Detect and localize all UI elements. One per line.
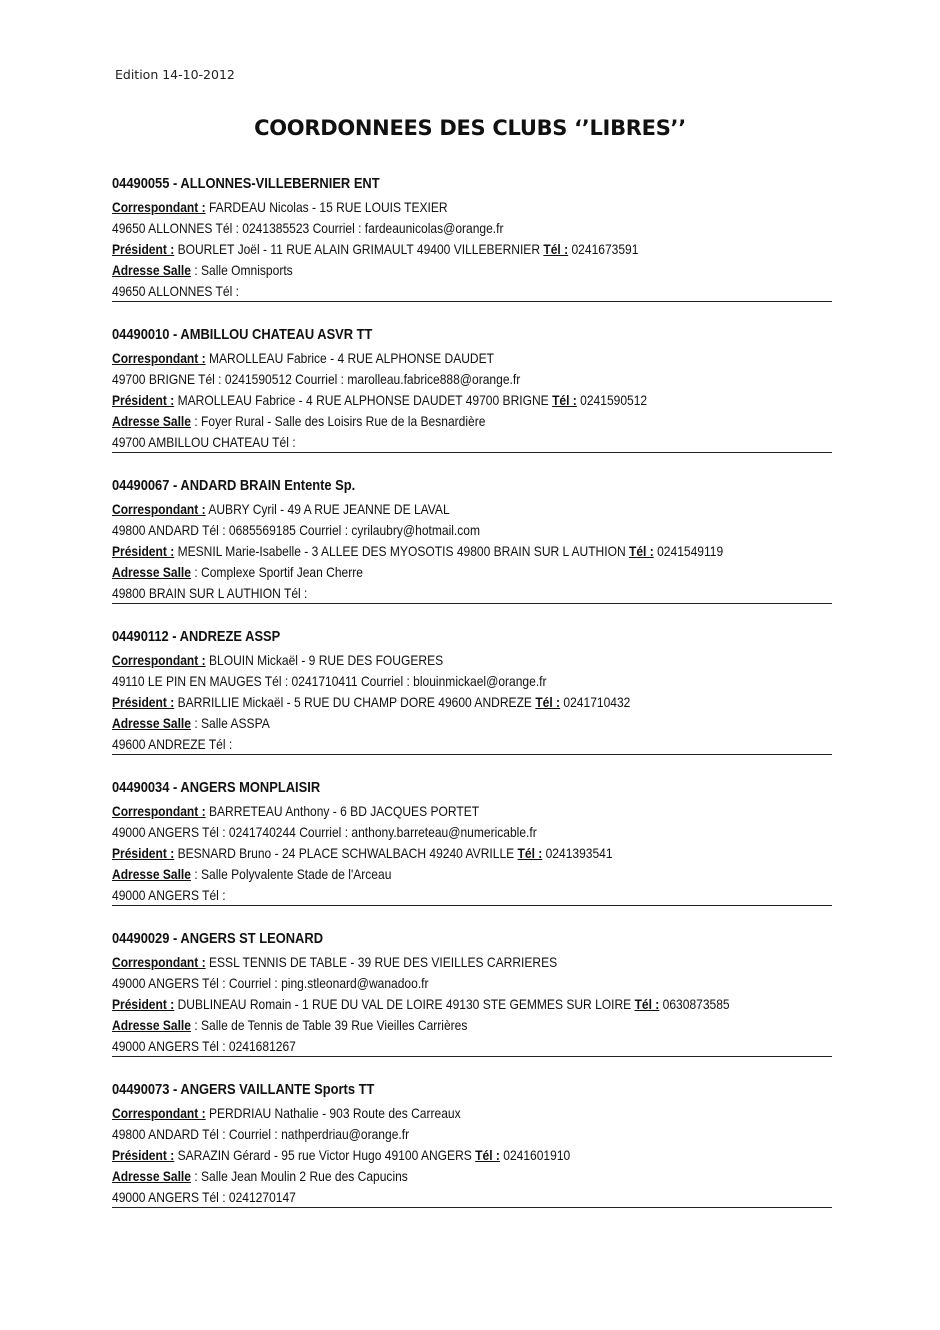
president-label: Président : [112,996,175,1012]
president-value: SARAZIN Gérard - 95 rue Victor Hugo 49100 ANGERS [174,1147,476,1163]
president-line [112,541,731,562]
salle-label: Adresse Salle [112,564,191,580]
salle-label: Adresse Salle [112,262,191,278]
club-header: 04490010 - AMBILLOU CHATEAU ASVR TT [112,326,373,343]
club-header: 04490034 - ANGERS MONPLAISIR [112,779,321,796]
separator-rule [112,905,832,906]
president-value: MESNIL Marie-Isabelle - 3 ALLEE DES MYOSOTIS 49800 BRAIN SUR L AUTHION [174,543,630,559]
contact-line: 49700 BRIGNE Tél : 0241590512 Courriel : marolleau.fabrice888@orange.fr [112,371,521,387]
president-tel-value: 0630873585 [659,996,730,1012]
salle-label: Adresse Salle [112,413,191,429]
club-header: 04490112 - ANDREZE ASSP [112,628,281,645]
salle-label: Adresse Salle [112,715,191,731]
correspondant-label: Correspondant : [112,350,206,366]
correspondant-line [112,650,731,671]
president-tel-label: Tél : [552,392,577,408]
president-tel-value: 0241673591 [568,241,639,257]
president-tel-value: 0241393541 [542,845,613,861]
president-label: Président : [112,845,175,861]
edition-date: Edition 14-10-2012 [115,67,235,82]
correspondant-label: Correspondant : [112,501,206,517]
correspondant-line [112,952,731,973]
correspondant-line [112,197,731,218]
president-value: BESNARD Bruno - 24 PLACE SCHWALBACH 49240 AVRILLE [174,845,518,861]
correspondant-line [112,499,731,520]
president-tel-value: 0241601910 [499,1147,571,1163]
president-label: Président : [112,543,175,559]
president-value: BOURLET Joël - 11 RUE ALAIN GRIMAULT 49400 VILLEBERNIER [174,241,544,257]
correspondant-line [112,348,731,369]
president-value: BARRILLIE Mickaël - 5 RUE DU CHAMP DORE 49600 ANDREZE [174,694,536,710]
correspondant-label: Correspondant : [112,652,206,668]
salle-value: : Salle Jean Moulin 2 Rue des Capucins [190,1168,408,1184]
president-label: Président : [112,694,175,710]
president-tel-label: Tél : [475,1147,500,1163]
salle-city-line: 49650 ALLONNES Tél : [112,283,239,299]
salle-label: Adresse Salle [112,1168,191,1184]
president-tel-label: Tél : [634,996,660,1012]
salle-city-line: 49000 ANGERS Tél : [112,887,226,903]
contact-line: 49800 ANDARD Tél : Courriel : nathperdriau@orange.fr [112,1126,410,1142]
page-title: COORDONNEES DES CLUBS ‘’LIBRES’’ [254,116,686,140]
salle-value: : Salle ASSPA [190,715,270,731]
salle-city-line: 49000 ANGERS Tél : 0241681267 [112,1038,296,1054]
club-entry [112,624,832,775]
club-header: 04490067 - ANDARD BRAIN Entente Sp. [112,477,356,494]
salle-city-line: 49700 AMBILLOU CHATEAU Tél : [112,434,296,450]
correspondant-label: Correspondant : [112,954,206,970]
president-line [112,692,731,713]
club-entry [112,926,832,1077]
club-header: 04490073 - ANGERS VAILLANTE Sports TT [112,1081,375,1098]
correspondant-value: ESSL TENNIS DE TABLE - 39 RUE DES VIEILLES CARRIERES [205,954,558,970]
salle-city-line: 49800 BRAIN SUR L AUTHION Tél : [112,585,308,601]
salle-value: : Salle Polyvalente Stade de l'Arceau [190,866,392,882]
club-entry [112,473,832,624]
separator-rule [112,1056,832,1057]
separator-rule [112,603,832,604]
salle-value: : Salle de Tennis de Table 39 Rue Vieilles Carrières [190,1017,468,1033]
club-list [112,171,832,1228]
salle-city-line: 49000 ANGERS Tél : 0241270147 [112,1189,296,1205]
club-entry [112,775,832,926]
president-tel-label: Tél : [535,694,561,710]
club-entry [112,171,832,322]
correspondant-value: PERDRIAU Nathalie - 903 Route des Carreaux [205,1105,461,1121]
salle-city-line: 49600 ANDREZE Tél : [112,736,233,752]
president-tel-label: Tél : [629,543,654,559]
salle-label: Adresse Salle [112,1017,191,1033]
salle-line [112,864,731,885]
president-tel-value: 0241710432 [560,694,631,710]
club-header: 04490029 - ANGERS ST LEONARD [112,930,324,947]
contact-line: 49800 ANDARD Tél : 0685569185 Courriel : cyrilaubry@hotmail.com [112,522,481,538]
correspondant-value: BLOUIN Mickaël - 9 RUE DES FOUGERES [205,652,444,668]
contact-line: 49000 ANGERS Tél : Courriel : ping.stleonard@wanadoo.fr [112,975,429,991]
president-line [112,390,731,411]
correspondant-value: FARDEAU Nicolas - 15 RUE LOUIS TEXIER [205,199,448,215]
salle-value: : Foyer Rural - Salle des Loisirs Rue de la Besnardière [190,413,486,429]
contact-line: 49650 ALLONNES Tél : 0241385523 Courriel : fardeaunicolas@orange.fr [112,220,504,236]
salle-value: : Complexe Sportif Jean Cherre [190,564,363,580]
president-line [112,1145,731,1166]
president-label: Président : [112,392,175,408]
president-label: Président : [112,1147,175,1163]
correspondant-value: BARRETEAU Anthony - 6 BD JACQUES PORTET [205,803,480,819]
correspondant-line [112,801,731,822]
correspondant-label: Correspondant : [112,1105,206,1121]
president-line [112,239,731,260]
salle-label: Adresse Salle [112,866,191,882]
salle-line [112,260,731,281]
salle-line [112,562,731,583]
contact-line: 49000 ANGERS Tél : 0241740244 Courriel : anthony.barreteau@numericable.fr [112,824,537,840]
separator-rule [112,1207,832,1208]
separator-rule [112,301,832,302]
salle-line [112,1166,731,1187]
correspondant-value: MAROLLEAU Fabrice - 4 RUE ALPHONSE DAUDET [205,350,495,366]
president-tel-value: 0241590512 [576,392,648,408]
correspondant-line [112,1103,731,1124]
president-tel-label: Tél : [543,241,569,257]
club-entry [112,1077,832,1228]
separator-rule [112,754,832,755]
salle-line [112,713,731,734]
club-header: 04490055 - ALLONNES-VILLEBERNIER ENT [112,175,380,192]
salle-line [112,411,731,432]
president-value: DUBLINEAU Romain - 1 RUE DU VAL DE LOIRE 49130 STE GEMMES SUR LOIRE [174,996,635,1012]
president-tel-value: 0241549119 [653,543,724,559]
club-entry [112,322,832,473]
president-label: Président : [112,241,175,257]
president-value: MAROLLEAU Fabrice - 4 RUE ALPHONSE DAUDET 49700 BRIGNE [174,392,553,408]
president-tel-label: Tél : [517,845,543,861]
separator-rule [112,452,832,453]
correspondant-label: Correspondant : [112,803,206,819]
salle-line [112,1015,731,1036]
president-line [112,994,731,1015]
president-line [112,843,731,864]
contact-line: 49110 LE PIN EN MAUGES Tél : 0241710411 Courriel : blouinmickael@orange.fr [112,673,547,689]
correspondant-value: AUBRY Cyril - 49 A RUE JEANNE DE LAVAL [205,501,450,517]
salle-value: : Salle Omnisports [190,262,293,278]
correspondant-label: Correspondant : [112,199,206,215]
